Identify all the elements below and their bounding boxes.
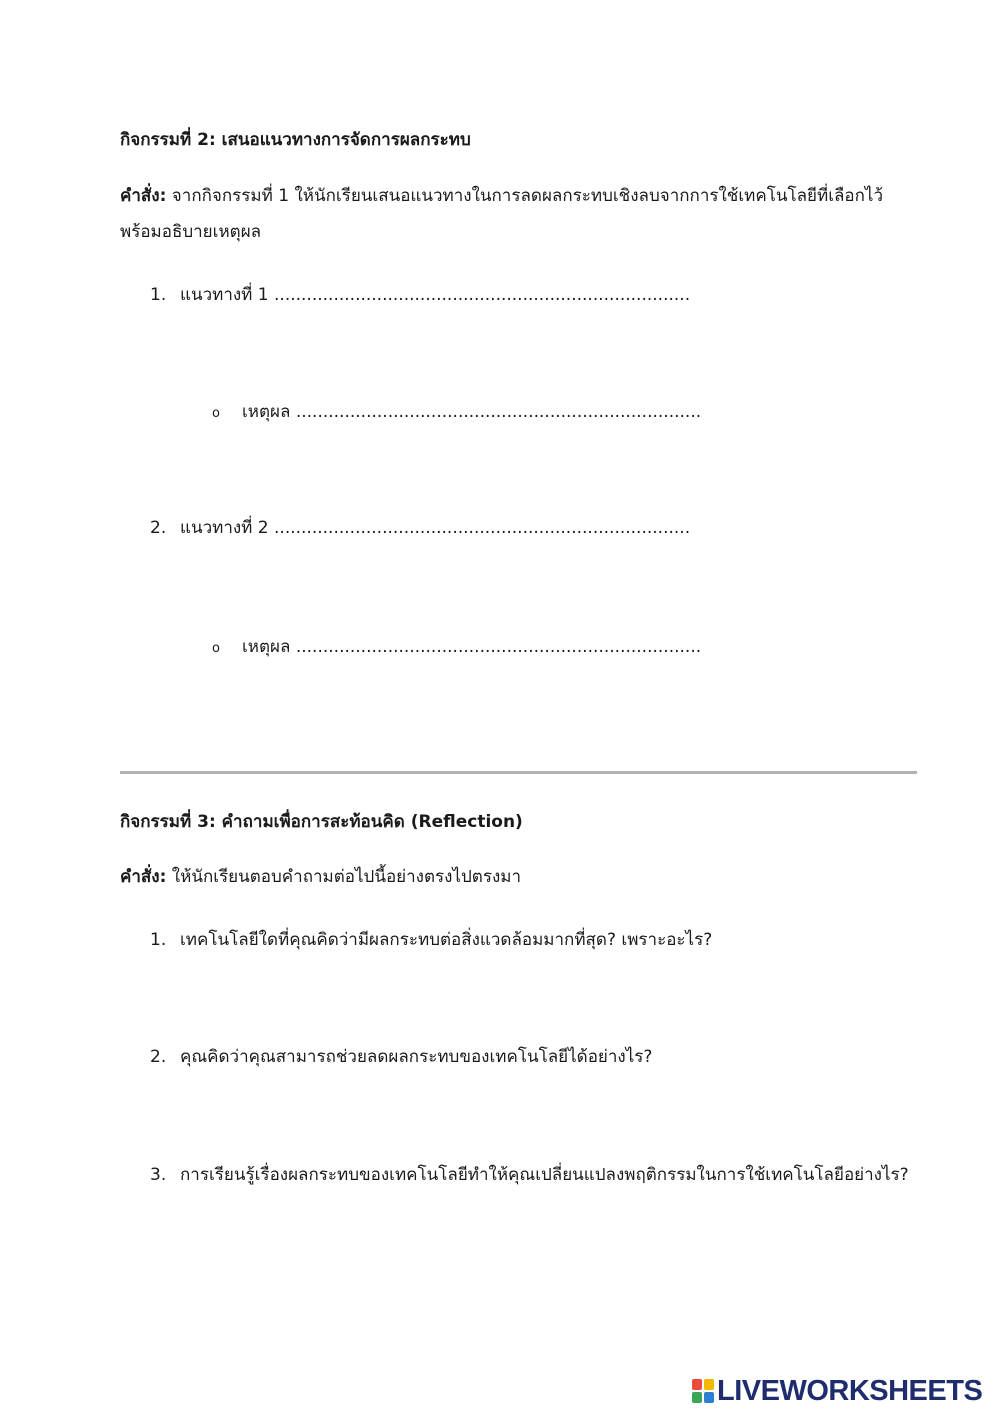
instruction-label: คำสั่ง: <box>120 186 167 206</box>
approach-2 <box>150 514 690 541</box>
question-3 <box>150 1161 909 1188</box>
logo-square <box>704 1379 714 1390</box>
list-number: 2. <box>150 518 167 538</box>
question-2-text: คุณคิดว่าคุณสามารถช่วยลดผลกระทบของเทคโนโลยีได้อย่างไร? <box>180 1047 653 1067</box>
approach-1-reason <box>212 398 701 425</box>
instruction-text: ให้นักเรียนตอบคำถามต่อไปนี้อย่างตรงไปตรงมา <box>166 867 522 887</box>
activity3-heading: กิจกรรมที่ 3: คำถามเพื่อการสะท้อนคิด (Reflection) <box>120 812 523 832</box>
reason-text: เหตุผล ........................................................................... <box>242 402 702 422</box>
approach-1-text: แนวทางที่ 1 ............................................................................. <box>180 285 691 305</box>
instruction-text: จากกิจกรรมที่ 1 ให้นักเรียนเสนอแนวทางในการลดผลกระทบเชิงลบจากการใช้เทคโนโลยีที่เลือกไว้ พร้อมอธิบายเหตุผล <box>120 186 884 242</box>
liveworksheets-icon <box>692 1379 714 1403</box>
list-number: 1. <box>150 930 167 950</box>
list-number: 2. <box>150 1047 167 1067</box>
liveworksheets-logo <box>692 1374 982 1408</box>
logo-square <box>692 1379 702 1390</box>
logo-text: LIVEWORKSHEETS <box>717 1374 983 1407</box>
activity2-heading: กิจกรรมที่ 2: เสนอแนวทางการจัดการผลกระทบ <box>120 130 471 150</box>
approach-2-reason <box>212 633 701 660</box>
logo-square <box>692 1392 702 1403</box>
activity2-instruction <box>120 178 920 250</box>
question-3-text: การเรียนรู้เรื่องผลกระทบของเทคโนโลยีทำให้คุณเปลี่ยนแปลงพฤติกรรมในการใช้เทคโนโลยีอย่างไร? <box>180 1165 909 1185</box>
reason-text: เหตุผล ........................................................................... <box>242 637 702 657</box>
list-number: 1. <box>150 285 167 305</box>
section-divider <box>120 771 917 774</box>
approach-1 <box>150 281 690 308</box>
question-1-text: เทคโนโลยีใดที่คุณคิดว่ามีผลกระทบต่อสิ่งแวดล้อมมากที่สุด? เพราะอะไร? <box>180 930 713 950</box>
instruction-label: คำสั่ง: <box>120 867 167 887</box>
list-number: 3. <box>150 1165 167 1185</box>
bullet-icon: o <box>212 641 220 656</box>
bullet-icon: o <box>212 406 220 421</box>
logo-square <box>704 1392 714 1403</box>
question-2 <box>150 1043 652 1070</box>
activity3-instruction <box>120 859 920 895</box>
question-1 <box>150 926 712 953</box>
approach-2-text: แนวทางที่ 2 ............................................................................. <box>180 518 691 538</box>
